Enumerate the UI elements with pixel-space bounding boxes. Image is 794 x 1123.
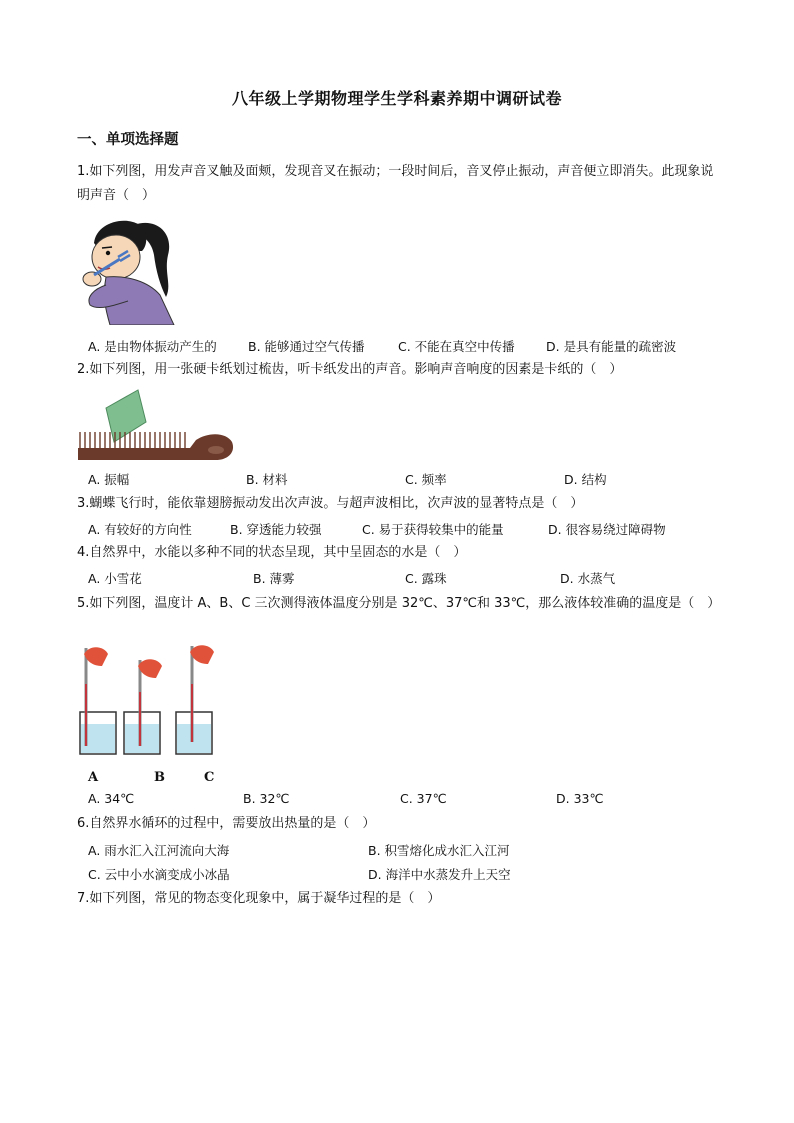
option-a[interactable]: A. 34℃ <box>88 791 135 806</box>
tuning-fork-girl-illustration <box>76 215 176 329</box>
question-4-options <box>88 569 728 589</box>
question-2-options <box>88 470 728 490</box>
question-4: 4.自然界中，水能以多种不同的状态呈现，其中呈固态的水是（ ） <box>77 545 467 560</box>
question-6-options-row1 <box>88 841 728 861</box>
option-d[interactable]: D. 很容易绕过障碍物 <box>548 522 666 537</box>
label-b: B <box>154 770 165 785</box>
option-b[interactable]: B. 积雪熔化成水汇入江河 <box>368 843 510 858</box>
option-d[interactable]: D. 水蒸气 <box>560 571 616 586</box>
question-5: 5.如下列图，温度计 A、B、C 三次测得液体温度分别是 32℃、37℃和 33℃，那么液体较准确的温度是（ ） <box>77 596 721 611</box>
option-c[interactable]: C. 频率 <box>405 472 447 487</box>
question-1-options <box>88 337 728 357</box>
question-6-options-row2 <box>88 865 728 885</box>
thermometer-beakers-illustration <box>76 644 236 762</box>
option-c[interactable]: C. 37℃ <box>400 791 447 806</box>
option-d[interactable]: D. 结构 <box>564 472 607 487</box>
option-b[interactable]: B. 32℃ <box>243 791 290 806</box>
question-6: 6.自然界水循环的过程中，需要放出热量的是（ ） <box>77 816 376 831</box>
option-c[interactable]: C. 易于获得较集中的能量 <box>362 522 504 537</box>
option-d[interactable]: D. 海洋中水蒸发升上天空 <box>368 867 511 882</box>
section-heading: 一、单项选择题 <box>77 132 179 148</box>
question-3-options <box>88 520 728 540</box>
option-c[interactable]: C. 露珠 <box>405 571 447 586</box>
option-a[interactable]: A. 有较好的方向性 <box>88 522 192 537</box>
option-c[interactable]: C. 云中小水滴变成小冰晶 <box>88 867 230 882</box>
exam-title: 八年级上学期物理学生学科素养期中调研试卷 <box>231 89 562 108</box>
option-a[interactable]: A. 是由物体振动产生的 <box>88 339 217 354</box>
option-d[interactable]: D. 是具有能量的疏密波 <box>546 339 677 354</box>
question-7: 7.如下列图，常见的物态变化现象中，属于凝华过程的是（ ） <box>77 891 441 906</box>
question-3: 3.蝴蝶飞行时，能依靠翅膀振动发出次声波。与超声波相比，次声波的显著特点是（ ） <box>77 496 584 511</box>
option-b[interactable]: B. 薄雾 <box>253 571 295 586</box>
option-b[interactable]: B. 能够通过空气传播 <box>248 339 365 354</box>
question-2: 2.如下列图，用一张硬卡纸划过梳齿，听卡纸发出的声音。影响声音响度的因素是卡纸的（ ） <box>77 362 623 377</box>
option-b[interactable]: B. 穿透能力较强 <box>230 522 322 537</box>
question-5-options <box>88 791 728 811</box>
option-d[interactable]: D. 33℃ <box>556 791 604 806</box>
option-b[interactable]: B. 材料 <box>246 472 288 487</box>
thermometer-labels <box>88 770 288 790</box>
option-a[interactable]: A. 振幅 <box>88 472 130 487</box>
option-c[interactable]: C. 不能在真空中传播 <box>398 339 515 354</box>
option-a[interactable]: A. 雨水汇入江河流向大海 <box>88 843 230 858</box>
label-a: A <box>88 770 99 785</box>
option-a[interactable]: A. 小雪花 <box>88 571 142 586</box>
label-c: C <box>204 770 215 785</box>
question-1: 1.如下列图，用发声音叉触及面颊，发现音叉在振动；一段时间后，音叉停止振动，声音便立即消失。此现象说明声音（ ） <box>77 164 714 203</box>
comb-and-card-illustration <box>76 388 236 472</box>
